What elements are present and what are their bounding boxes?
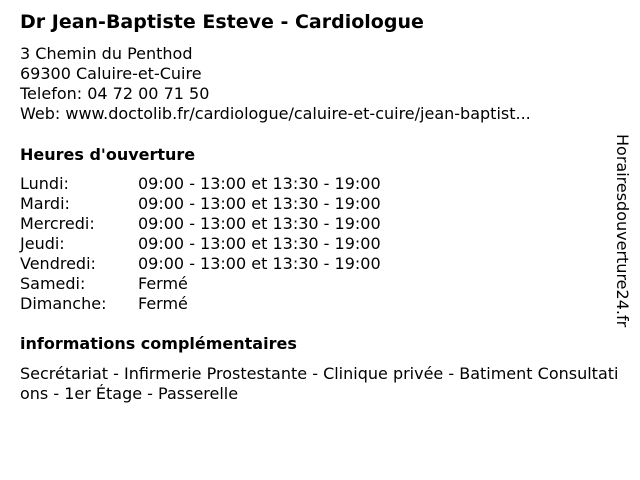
time-value: Fermé <box>138 274 188 293</box>
phone-number: Telefon: 04 72 00 71 50 <box>20 84 210 103</box>
time-value: 09:00 - 13:00 et 13:30 - 19:00 <box>138 194 381 213</box>
day-label: Mardi: <box>20 194 70 213</box>
day-label: Vendredi: <box>20 254 96 273</box>
time-value: 09:00 - 13:00 et 13:30 - 19:00 <box>138 214 381 233</box>
hours-heading: Heures d'ouverture <box>20 145 196 164</box>
day-label: Lundi: <box>20 174 69 193</box>
watermark: Horairesdouverture24.fr <box>613 134 632 328</box>
info-text: Secrétariat - Infirmerie Prostestante - Clinique privée - Batiment Consultations - 1er Étage - Passerelle <box>20 364 619 403</box>
info-heading: informations complémentaires <box>20 334 297 353</box>
time-value: 09:00 - 13:00 et 13:30 - 19:00 <box>138 174 381 193</box>
time-value: 09:00 - 13:00 et 13:30 - 19:00 <box>138 254 381 273</box>
address-block <box>20 44 531 124</box>
day-label: Jeudi: <box>20 234 65 253</box>
website-url: Web: www.doctolib.fr/cardiologue/caluire-et-cuire/jean-baptist... <box>20 104 531 123</box>
day-label: Samedi: <box>20 274 86 293</box>
city-address: 69300 Caluire-et-Cuire <box>20 64 202 83</box>
time-value: 09:00 - 13:00 et 13:30 - 19:00 <box>138 234 381 253</box>
day-label: Dimanche: <box>20 294 107 313</box>
page-title: Dr Jean-Baptiste Esteve - Cardiologue <box>20 11 424 33</box>
time-value: Fermé <box>138 294 188 313</box>
day-label: Mercredi: <box>20 214 95 233</box>
street-address: 3 Chemin du Penthod <box>20 44 193 63</box>
